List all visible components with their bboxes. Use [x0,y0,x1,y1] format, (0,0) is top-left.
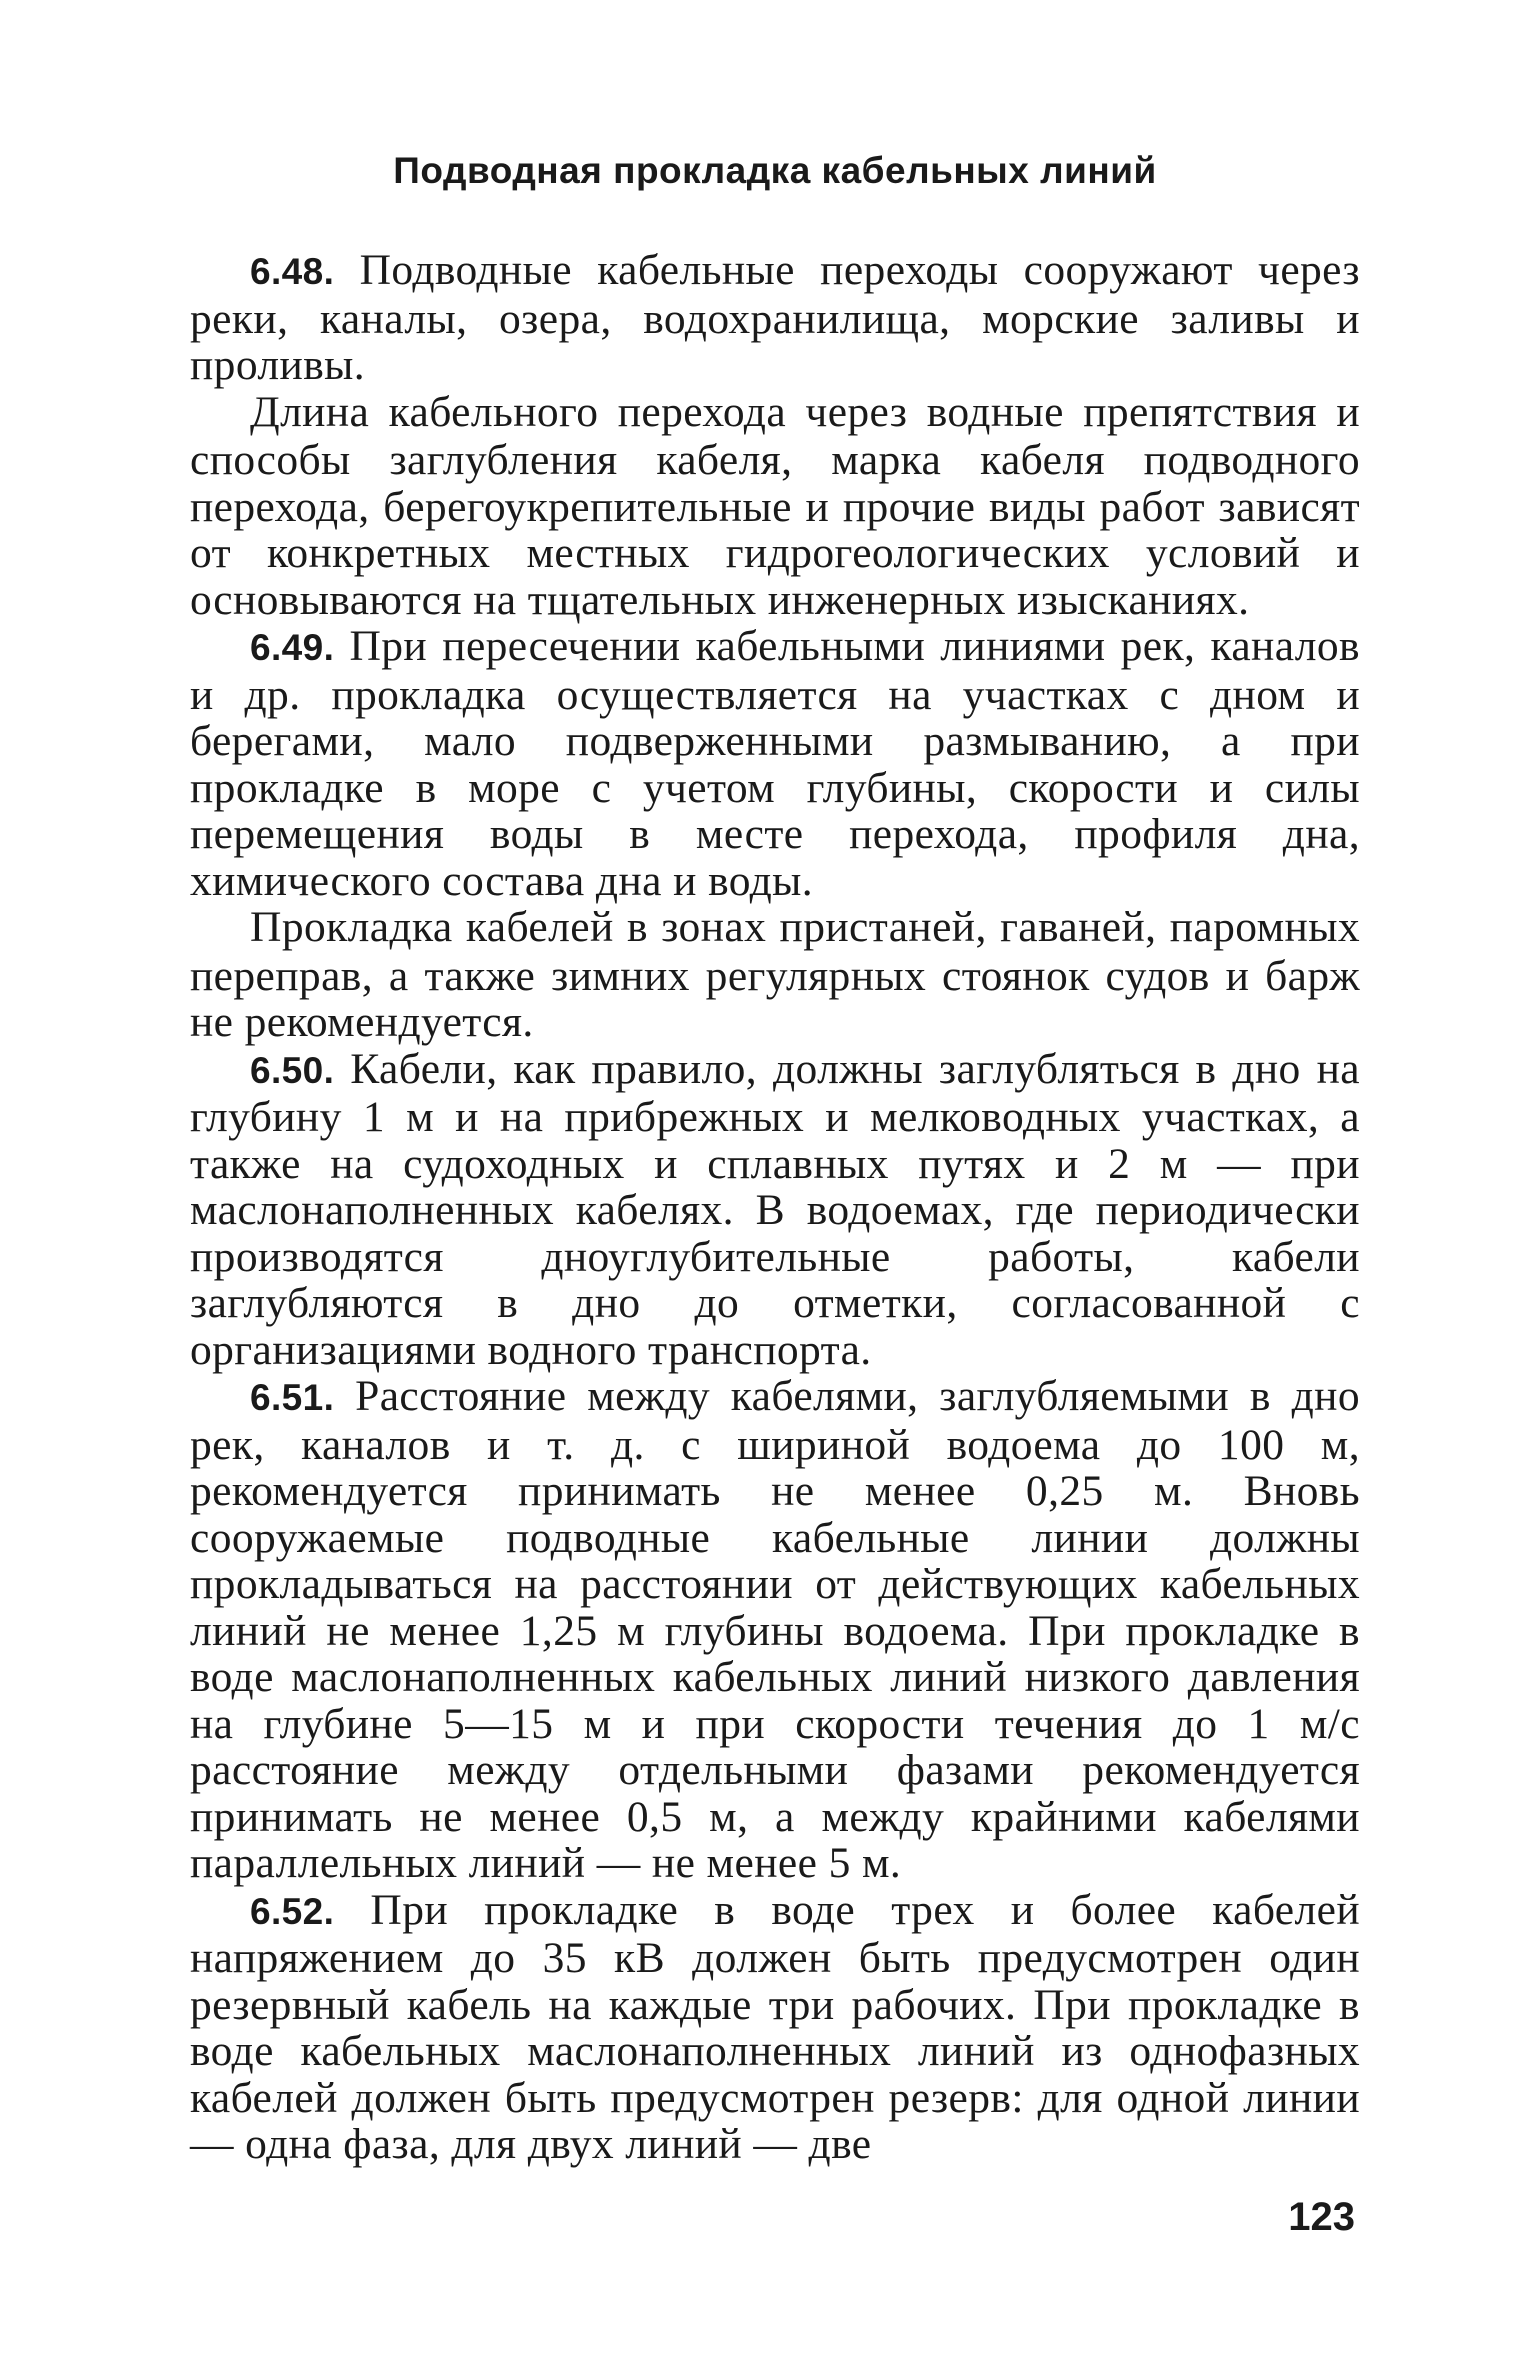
paragraph-6-52 [190,1887,1360,2168]
paragraph-cable-length [190,389,1360,624]
clause-number: 6.49. [250,627,335,668]
clause-number: 6.48. [250,251,335,292]
paragraph-text: Подводные кабельные переходы сооружают через реки, каналы, озера, водохранилища, морские заливы и проливы. [190,246,1360,389]
paragraph-6-50 [190,1046,1360,1374]
page-content [190,150,1360,2168]
clause-number: 6.50. [250,1049,335,1091]
paragraph-text: Расстояние между кабелями, заглубляемыми в дно рек, каналов и т. д. с шириной водоема до 100 м, рекомендуется принимать не менее 0,25 м. Вновь сооружаемые подводные кабельные линии должны прокладываться на расстоянии от действующих кабельных линий не менее 1,25 м глубины водоема. При прокладке в воде маслонаполненных кабельных линий низкого давления на глубине 5—15 м и при скорости течения до 1 м/с расстояние между отдельными фазами рекомендуется принимать не менее 0,5 м, а между крайними кабелями параллельных линий — не менее 5 м. [190,1372,1360,1887]
paragraph-text: Длина кабельного перехода через водные препятствия и способы заглубления кабеля, марка кабеля подводного перехода, берегоукрепительные и прочие виды работ зависят от конкретных местных гидрогеологических условий и основываются на тщательных инженерных изысканиях. [190,387,1360,624]
paragraph-laying-zones [190,904,1360,1046]
paragraph-6-48 [190,247,1360,389]
paragraph-text: При пересечении кабельными линиями рек, каналов и др. прокладка осуществляется на участках с дном и берегами, мало подверженными размыванию, а при прокладке в море с учетом глубины, скорости и силы перемещения воды в месте перехода, профиля дна, химического состава дна и воды. [190,622,1360,905]
section-heading: Подводная прокладка кабельных линий [393,150,1157,191]
page-number: 123 [1288,2195,1355,2239]
paragraph-6-49 [190,623,1360,904]
paragraph-6-51 [190,1373,1360,1887]
paragraph-text: Прокладка кабелей в зонах пристаней, гаваней, паромных переправ, а также зимних регулярных стоянок судов и барж не рекомендуется. [190,903,1360,1046]
paragraph-text: При прокладке в воде трех и более кабелей напряжением до 35 кВ должен быть предусмотрен один резервный кабель на каждые три рабочих. При прокладке в воде кабельных маслонаполненных линий из однофазных кабелей должен быть предусмотрен резерв: для одной линии — одна фаза, для двух линий — две [190,1885,1360,2168]
paragraph-text: Кабели, как правило, должны заглубляться в дно на глубину 1 м и на прибрежных и мелководных участках, а также на судоходных и сплавных путях и 2 м — при маслонаполненных кабелях. В водоемах, где периодически производятся дноуглубительные работы, кабели заглубляются в дно до отметки, согласованной с организациями водного транспорта. [190,1044,1360,1374]
clause-number: 6.51. [250,1377,335,1418]
clause-number: 6.52. [250,1890,335,1932]
